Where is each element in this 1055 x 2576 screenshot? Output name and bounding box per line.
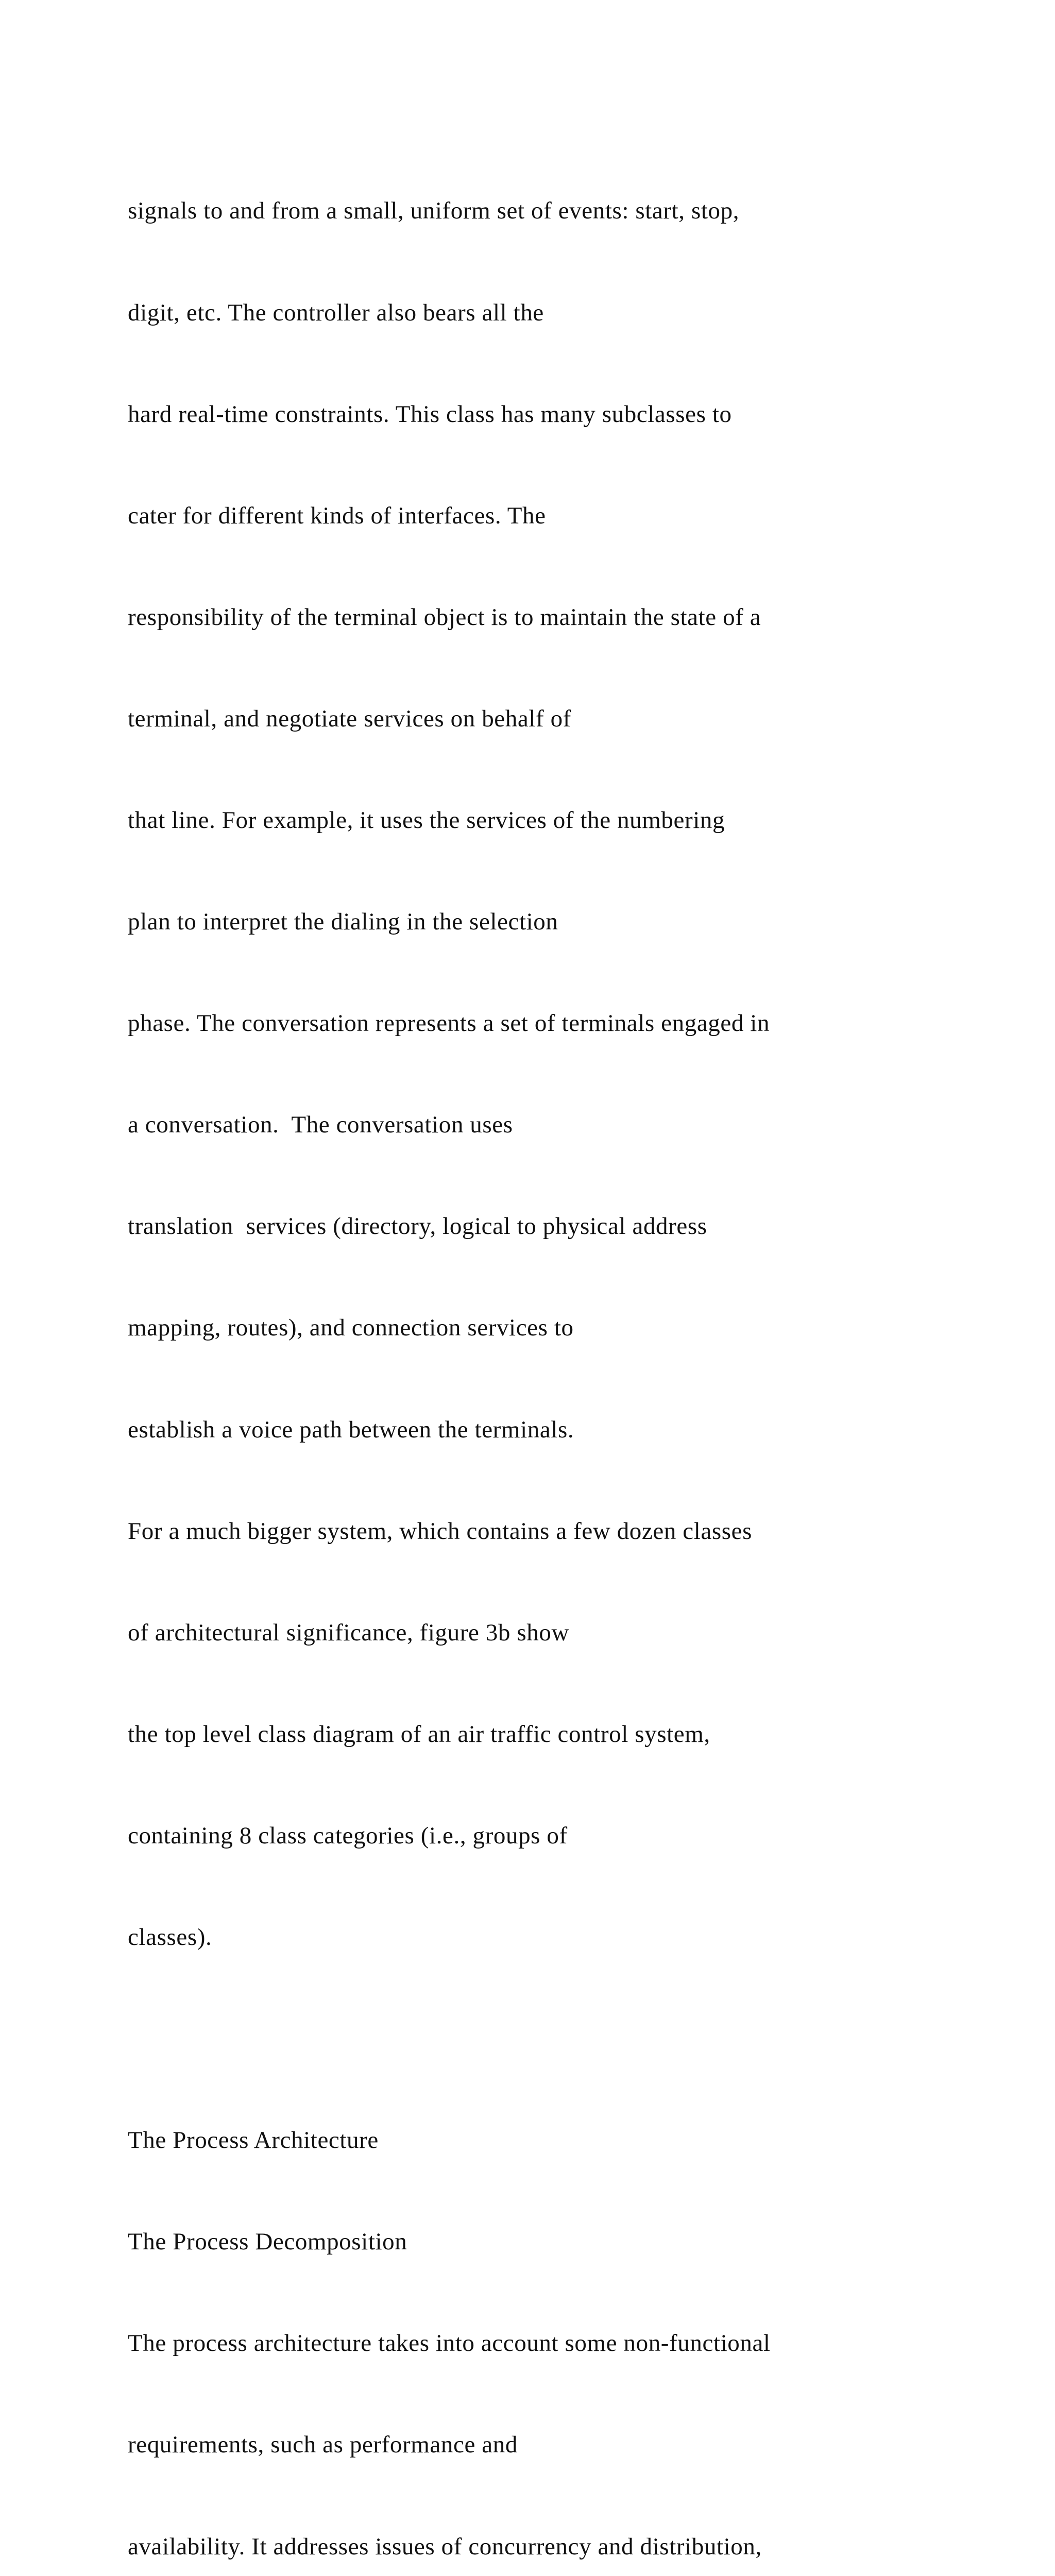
section-heading: The Process Architecture [128,2127,379,2154]
text-line: availability. It addresses issues of concurrency and distribution, [128,2533,762,2560]
text-line: For a much bigger system, which contains a few dozen classes [128,1517,752,1545]
document-body [128,127,1045,2576]
text-line: hard real-time constraints. This class has many subclasses to [128,400,732,428]
text-line: mapping, routes), and connection services to [128,1314,574,1342]
text-line: a conversation. The conversation uses [128,1111,513,1139]
text-line: digit, etc. The controller also bears all the [128,299,544,326]
text-line: that line. For example, it uses the services of the numbering [128,806,725,834]
text-line: cater for different kinds of interfaces. The [128,502,546,529]
blank-line [128,2022,1045,2056]
text-line: signals to and from a small, uniform set of events: start, stop, [128,197,740,225]
text-line: establish a voice path between the terminals. [128,1416,574,1443]
text-line: responsibility of the terminal object is to maintain the state of a [128,603,761,631]
text-line: plan to interpret the dialing in the selection [128,908,558,936]
text-line: requirements, such as performance and [128,2431,518,2459]
text-line: terminal, and negotiate services on behalf of [128,705,571,732]
text-line: The process architecture takes into account some non-functional [128,2330,771,2357]
text-line: the top level class diagram of an air traffic control system, [128,1720,710,1748]
subsection-heading: The Process Decomposition [128,2228,407,2256]
text-line: phase. The conversation represents a set of terminals engaged in [128,1010,770,1037]
text-line: of architectural significance, figure 3b show [128,1619,570,1646]
text-line: containing 8 class categories (i.e., groups of [128,1822,568,1849]
text-line: classes). [128,1924,212,1951]
text-line: translation services (directory, logical to physical address [128,1213,707,1240]
